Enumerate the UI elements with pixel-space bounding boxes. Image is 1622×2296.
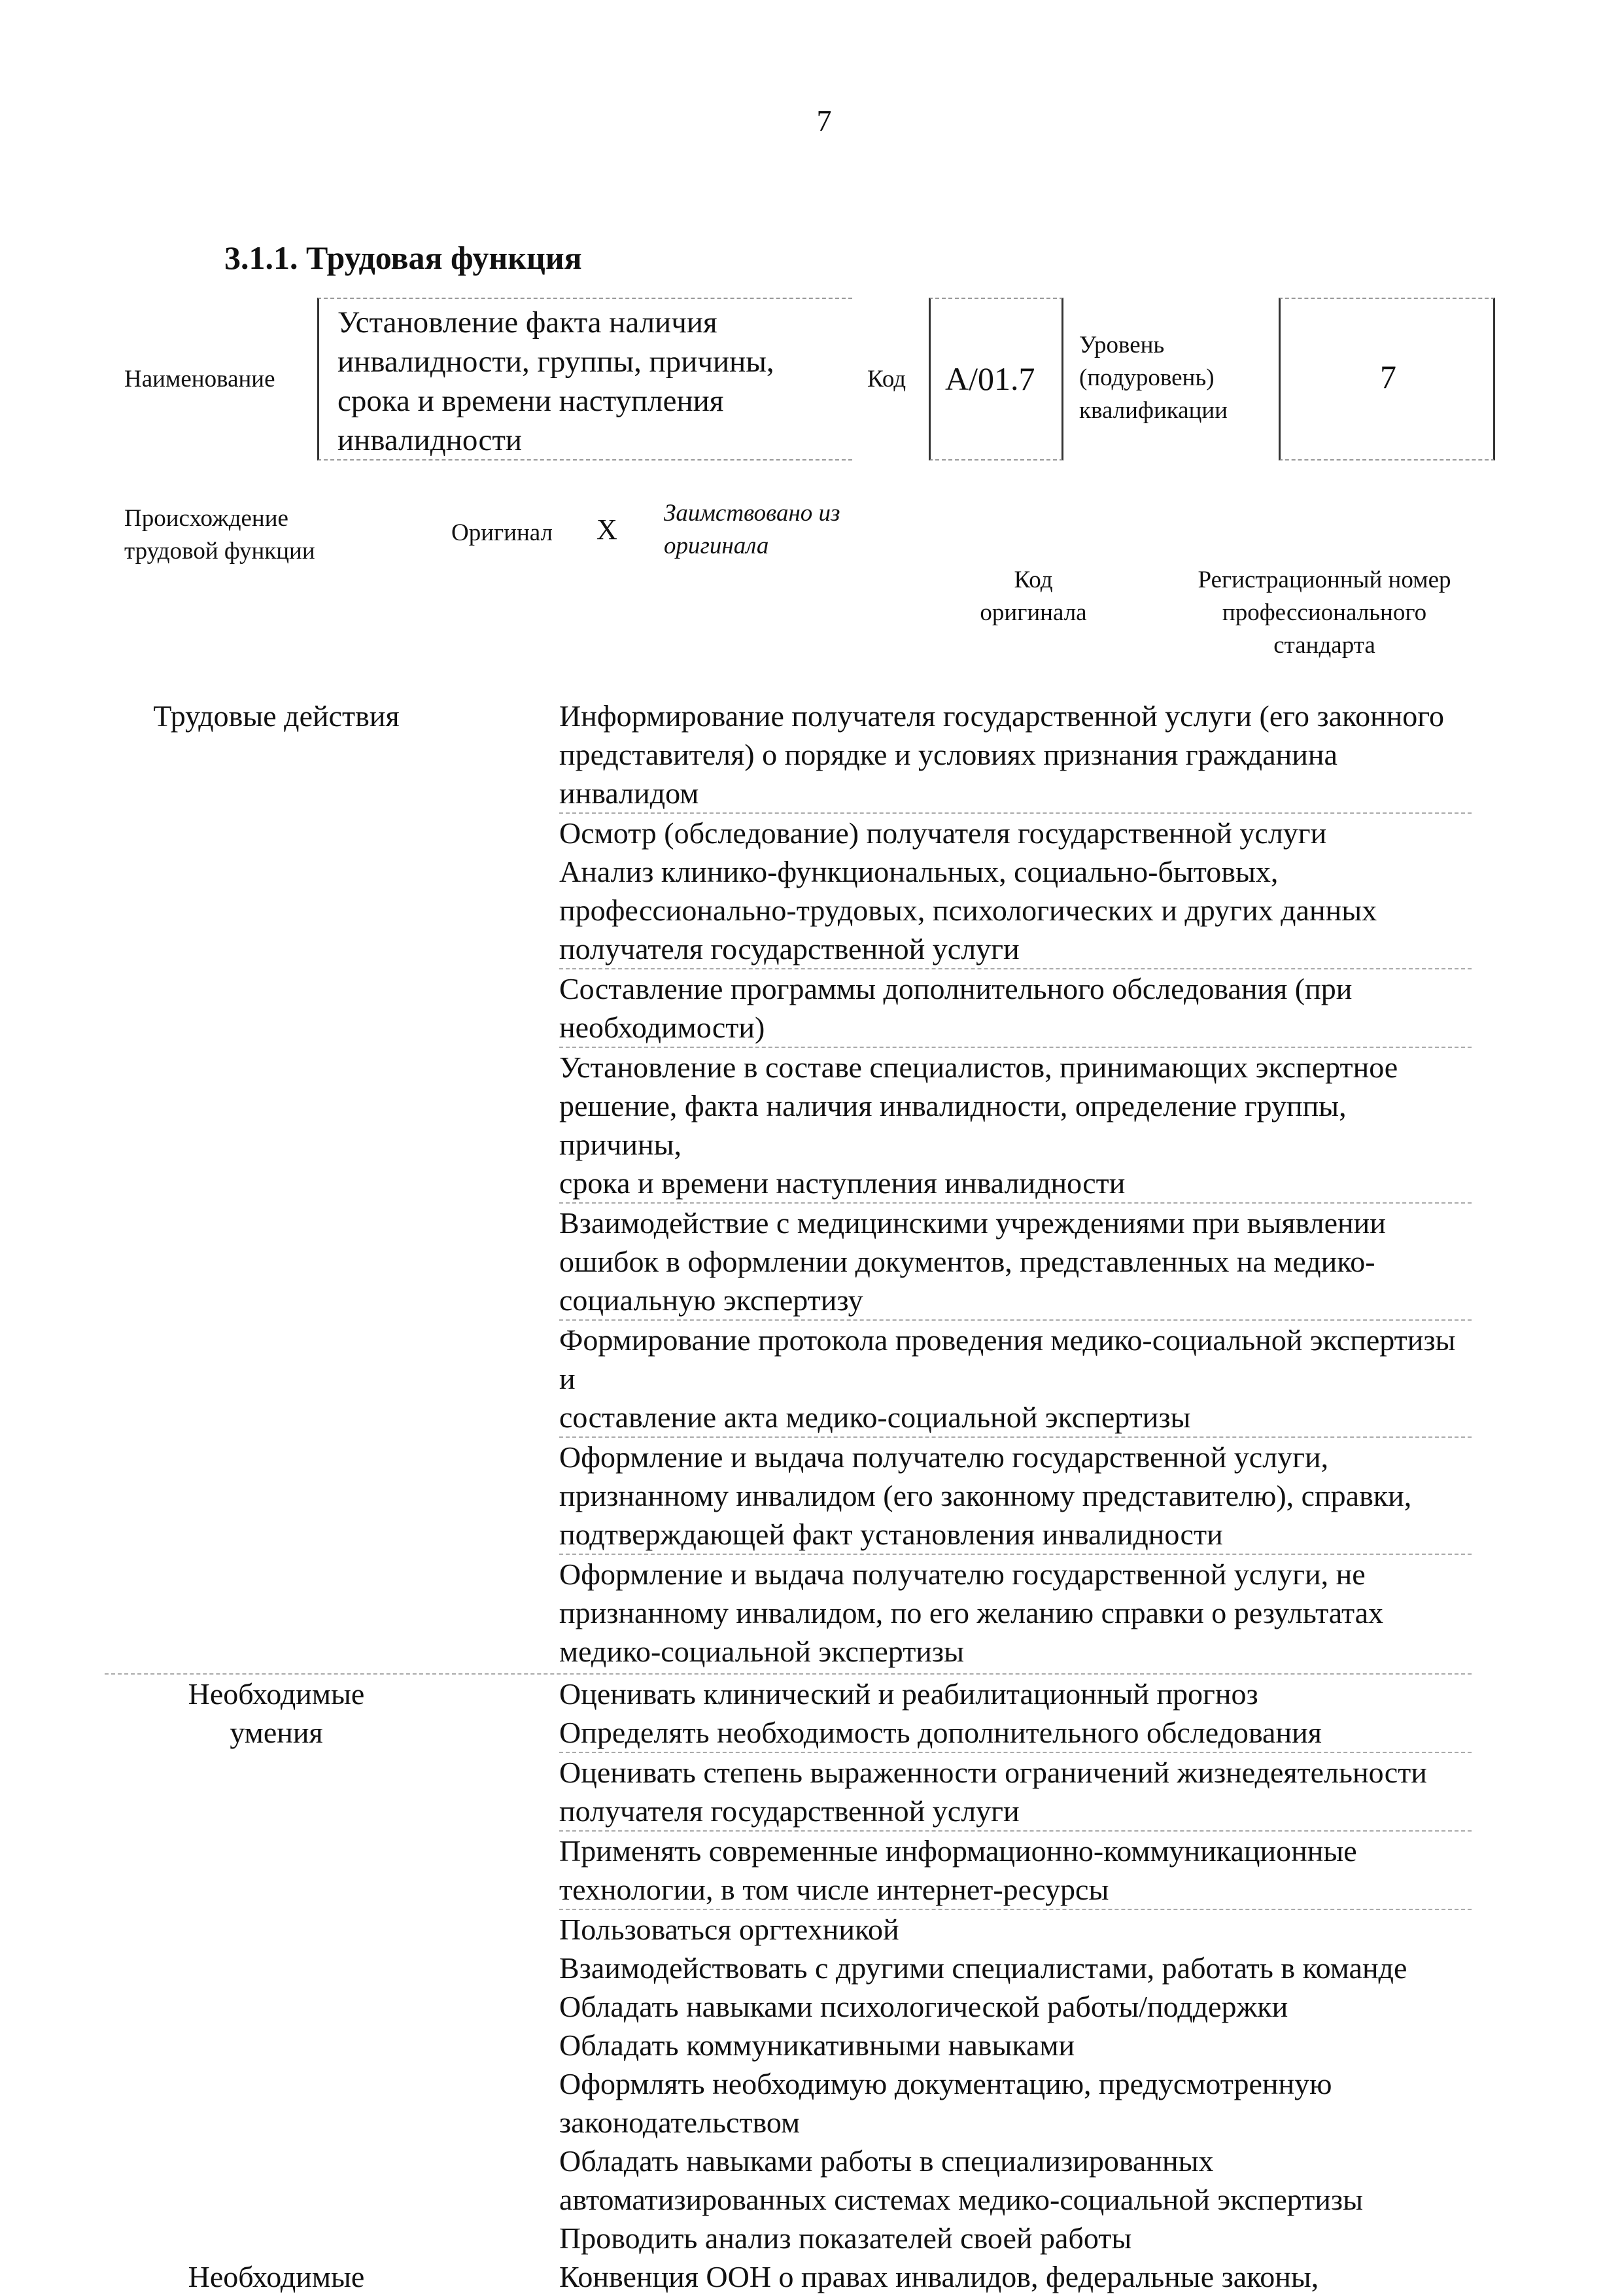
list-item [559, 2026, 1472, 2064]
section-title-line: Трудовые действия [153, 699, 400, 733]
list-item-line: получателя государственной услуги [559, 932, 1020, 965]
function-name-line: инвалидности [337, 423, 523, 457]
list-item [559, 2257, 1472, 2296]
list-item-line: Взаимодействие с медицинскими учреждениями при выявлении [559, 1206, 1386, 1240]
list-item [559, 1048, 1472, 1204]
list-item-line: Пользоваться оргтехникой [559, 1913, 899, 1946]
list-item-line: Оценивать степень выраженности ограничений жизнедеятельности [559, 1756, 1427, 1789]
list-item-line: Составление программы дополнительного обследования (при [559, 972, 1353, 1005]
code-value: А/01.7 [945, 360, 1035, 397]
reg-number-line: профессионального [1222, 599, 1427, 626]
list-item [559, 1675, 1472, 1713]
name-label: Наименование [124, 366, 275, 392]
list-item-line: получателя государственной услуги [559, 1794, 1020, 1828]
section-heading: 3.1.1. Трудовая функция [224, 239, 582, 276]
section-title [105, 1675, 448, 2257]
list-item [559, 1753, 1472, 1832]
list-item-line: Применять современные информационно-коммуникационные [559, 1834, 1357, 1868]
list-item [559, 1949, 1472, 1987]
reg-number-line: стандарта [1273, 632, 1375, 659]
list-item [559, 969, 1472, 1048]
section-title-line: Необходимые [188, 1677, 365, 1711]
section-items [448, 1675, 1472, 2257]
list-item [559, 1555, 1472, 1671]
function-name-line: Установление факта наличия [337, 305, 717, 339]
function-name-line: инвалидности, группы, причины, [337, 345, 774, 379]
function-name-line: срока и времени наступления [337, 384, 724, 418]
origin-label [124, 502, 315, 568]
list-item-line: Конвенция ООН о правах инвалидов, федеральные законы, [559, 2260, 1319, 2293]
borrowed-label-line: Заимствовано из [664, 500, 840, 527]
list-item-line: Установление в составе специалистов, принимающих экспертное [559, 1051, 1398, 1084]
reg-number-label [1164, 564, 1485, 662]
list-item [559, 2142, 1472, 2219]
list-item [559, 852, 1472, 969]
list-item-line: признанному инвалидом, по его желанию справки о результатах [559, 1596, 1384, 1629]
origin-label-line: трудовой функции [124, 538, 315, 565]
section-required-skills [105, 1675, 1472, 2257]
list-item-line: законодательством [559, 2106, 801, 2139]
level-value: 7 [1380, 358, 1396, 395]
function-table [105, 697, 1472, 2296]
list-item-line: социальную экспертизу [559, 1283, 863, 1317]
list-item-line: подтверждающей факт установления инвалидности [559, 1518, 1223, 1551]
section-required-knowledge [105, 2257, 1472, 2296]
list-item-line: срока и времени наступления инвалидности [559, 1166, 1126, 1200]
list-item-line: Оформлять необходимую документацию, предусмотренную [559, 2067, 1332, 2100]
list-item-line: Оценивать клинический и реабилитационный прогноз [559, 1677, 1258, 1711]
list-item-line: Осмотр (обследование) получателя государственной услуги [559, 816, 1327, 850]
list-item-line: автоматизированных системах медико-социальной экспертизы [559, 2183, 1363, 2216]
section-title [105, 2257, 448, 2296]
list-item-line: Обладать навыками работы в специализированных [559, 2144, 1214, 2178]
reg-number-line: Регистрационный номер [1198, 566, 1451, 593]
list-item [559, 2064, 1472, 2142]
list-item-line: технологии, в том числе интернет-ресурсы [559, 1873, 1109, 1906]
list-item [559, 2219, 1472, 2257]
section-title-line: умения [230, 1716, 323, 1749]
code-original-line: оригинала [980, 599, 1087, 626]
code-label: Код [867, 366, 906, 392]
list-item-line: ошибок в оформлении документов, представленных на медико- [559, 1245, 1375, 1278]
list-item-line: Обладать коммуникативными навыками [559, 2028, 1075, 2062]
list-item-line: признанному инвалидом (его законному представителю), справки, [559, 1479, 1412, 1512]
list-item-line: представителя) о порядке и условиях признания гражданина инвалидом [559, 738, 1345, 810]
level-label [1079, 329, 1228, 427]
list-item-line: Оформление и выдача получателю государственной услуги, [559, 1440, 1329, 1474]
list-item [559, 1910, 1472, 1949]
list-item-line: Определять необходимость дополнительного обследования [559, 1716, 1322, 1749]
section-items [448, 697, 1472, 1671]
level-label-line: квалификации [1079, 397, 1228, 424]
list-item [559, 1438, 1472, 1555]
code-original-line: Код [1014, 566, 1053, 593]
list-item-line: решение, факта наличия инвалидности, определение группы, причины, [559, 1089, 1355, 1161]
list-item [559, 1204, 1472, 1321]
original-mark: X [596, 513, 617, 546]
section-title [105, 697, 448, 1671]
list-item [559, 814, 1472, 852]
borrowed-label-line: оригинала [664, 532, 769, 559]
page-number: 7 [816, 104, 832, 137]
list-item-line: Оформление и выдача получателю государственной услуги, не [559, 1557, 1366, 1591]
level-label-line: (подуровень) [1079, 364, 1215, 391]
code-original-label [961, 564, 1105, 629]
list-item-line: Анализ клинико-функциональных, социально-бытовых, [559, 855, 1279, 888]
section-title-line: Необходимые [188, 2260, 365, 2293]
list-item-line: Информирование получателя государственной услуги (его законного [559, 699, 1445, 733]
list-item-line: Обладать навыками психологической работы/поддержки [559, 1990, 1288, 2023]
list-item-line: Формирование протокола проведения медико-социальной экспертизы и [559, 1323, 1463, 1395]
list-item-line: Проводить анализ показателей своей работы [559, 2221, 1132, 2255]
function-name [337, 303, 841, 460]
list-item-line: медико-социальной экспертизы [559, 1635, 965, 1668]
list-item [559, 1832, 1472, 1910]
section-items [448, 2257, 1472, 2296]
list-item-line: профессионально-трудовых, психологических и других данных [559, 894, 1377, 927]
list-item [559, 1987, 1472, 2026]
section-labor-actions [105, 697, 1472, 1671]
list-item-line: Взаимодействовать с другими специалистами, работать в команде [559, 1951, 1407, 1985]
level-label-line: Уровень [1079, 332, 1165, 358]
original-label: Оригинал [451, 519, 553, 546]
list-item [559, 1713, 1472, 1753]
list-item-line: необходимости) [559, 1011, 765, 1044]
list-item [559, 1321, 1472, 1438]
list-item [559, 697, 1472, 814]
origin-label-line: Происхождение [124, 505, 288, 532]
borrowed-label [664, 497, 840, 563]
list-item-line: составление акта медико-социальной экспертизы [559, 1400, 1191, 1434]
